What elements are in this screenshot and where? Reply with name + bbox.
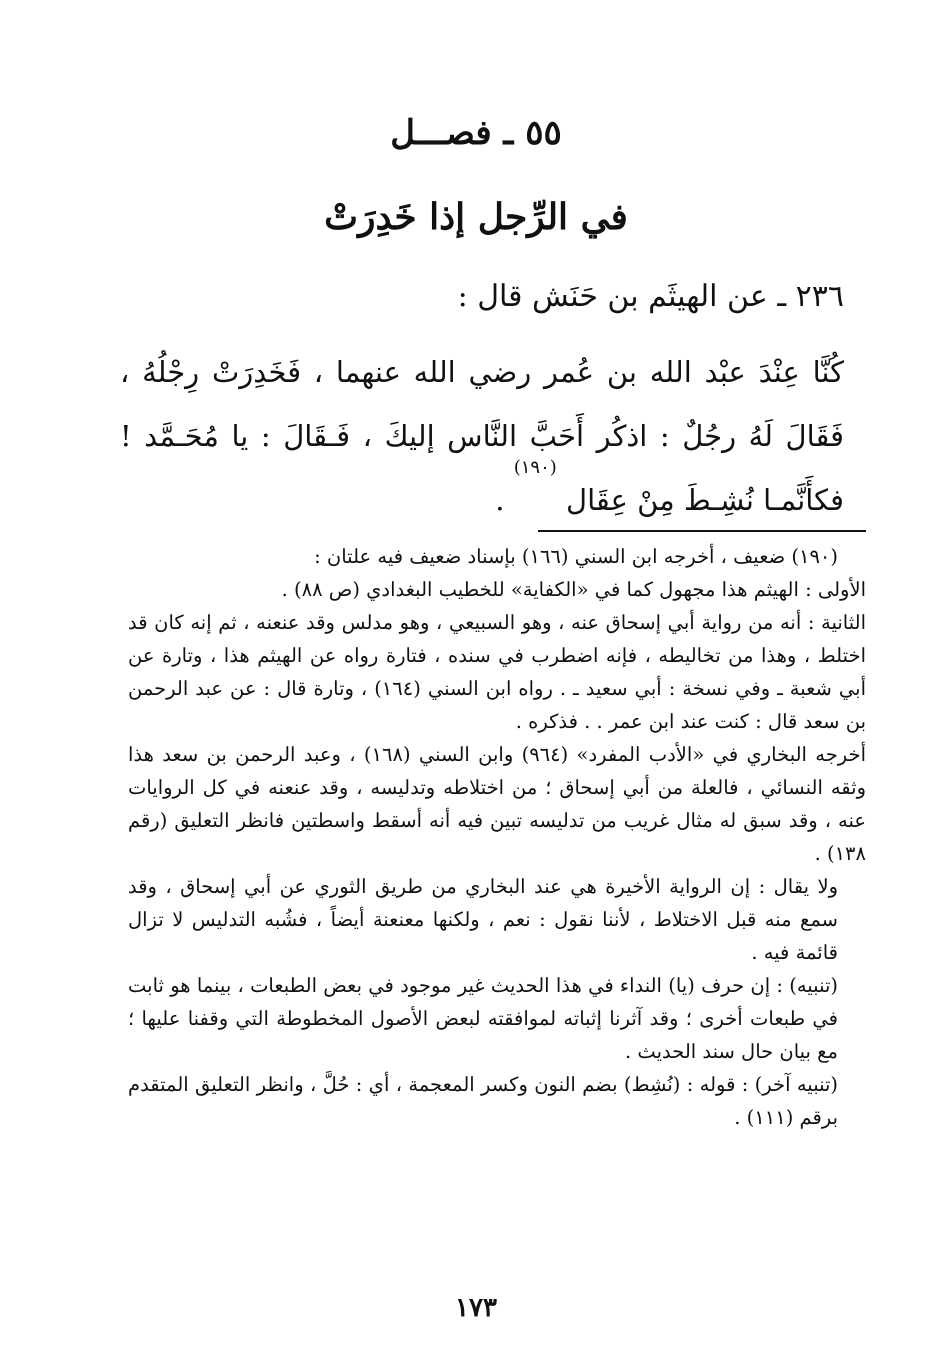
hadith-heading: ٢٣٦ ـ عن الهيثَم بن حَنَش قال : xyxy=(457,279,844,314)
footnote-paragraph-objection: ولا يقال : إن الرواية الأخيرة هي عند البخاري من طريق الثوري عن أبي إسحاق ، وقد سمع منه قبل الاختلاط ، لأننا نقول : نعم ، ولكنها معنعنة أيضاً ، فشُبه التدليس لا تزال قائمة فيه . xyxy=(128,875,838,964)
hadith-body: كُنَّا عِنْدَ عبْد الله بن عُمر رضي الله عنهما ، فَخَدِرَتْ رِجْلُهُ ، فَقَالَ لَهُ رجُلٌ : اذكُر أَحَبَّ النَّاس إليكَ ، فَـقَالَ : يا مُحَـمَّد ! فكأَنَّمـا نُشِـطَ مِنْ عِقَال xyxy=(120,355,844,517)
hadith-end: . xyxy=(495,483,514,517)
footnote-paragraph-another-note: (تنبيه آخر) : قوله : (نُشِط) بضم النون وكسر المعجمة ، أي : حُلَّ ، وانظر التعليق المتقدم برقم (١١١) . xyxy=(128,1073,838,1129)
footnote-paragraph-second-cause: الثانية : أنه من رواية أبي إسحاق عنه ، وهو السبيعي ، وهو مدلس وقد عنعنه ، ثم إنه كان قد اختلط ، وهذا من تخاليطه ، فإنه اضطرب في سنده ، فتارة رواه عن الهيثم هذا ، وتارة عن أبي شعبة ـ وفي نسخة : أبي سعيد ـ . رواه ابن السني (١٦٤) ، وتارة قال : عن عبد الرحمن بن سعد قال : كنت عند ابن عمر . . فذكره . xyxy=(128,611,866,733)
footnote-reference[interactable]: (١٩٠) xyxy=(513,457,557,478)
footnote-190: (١٩٠) ضعيف ، أخرجه ابن السني (١٦٦) بإسناد ضعيف فيه علتان : xyxy=(314,545,838,568)
footnotes xyxy=(128,540,866,1134)
footnote-paragraph-note: (تنبيه) : إن حرف (يا) النداء في هذا الحديث غير موجود في بعض الطبعات ، بينما هو ثابت في طبعات أخرى ؛ وقد آثرنا إثباته لموافقته لبعض الأصول المخطوطة التي وقفنا عليها ؛ مع بيان حال سند الحديث . xyxy=(128,974,838,1063)
footnote-paragraph-takhrij: أخرجه البخاري في «الأدب المفرد» (٩٦٤) وابن السني (١٦٨) ، وعبد الرحمن بن سعد هذا وثقه النسائي ، فالعلة من أبي إسحاق ؛ من اختلاطه وتدليسه ، وقد عنعنه في كل الروايات عنه ، وقد سبق له مثال غريب من تدليسه تبين فيه أنه أسقط واسطتين فانظر التعليق (رقم ١٣٨) . xyxy=(128,743,867,865)
footnote-paragraph-first-cause: الأولى : الهيثم هذا مجهول كما في «الكفاية» للخطيب البغدادي (ص ٨٨) . xyxy=(281,578,866,601)
footnote-divider xyxy=(538,530,866,532)
page-number: ١٧٣ xyxy=(455,1293,497,1323)
chapter-title: في الرِّجل إذا خَدِرَتْ xyxy=(324,196,628,238)
section-title: ٥٥ ـ فصـــل xyxy=(390,113,562,153)
hadith-text xyxy=(120,340,844,532)
